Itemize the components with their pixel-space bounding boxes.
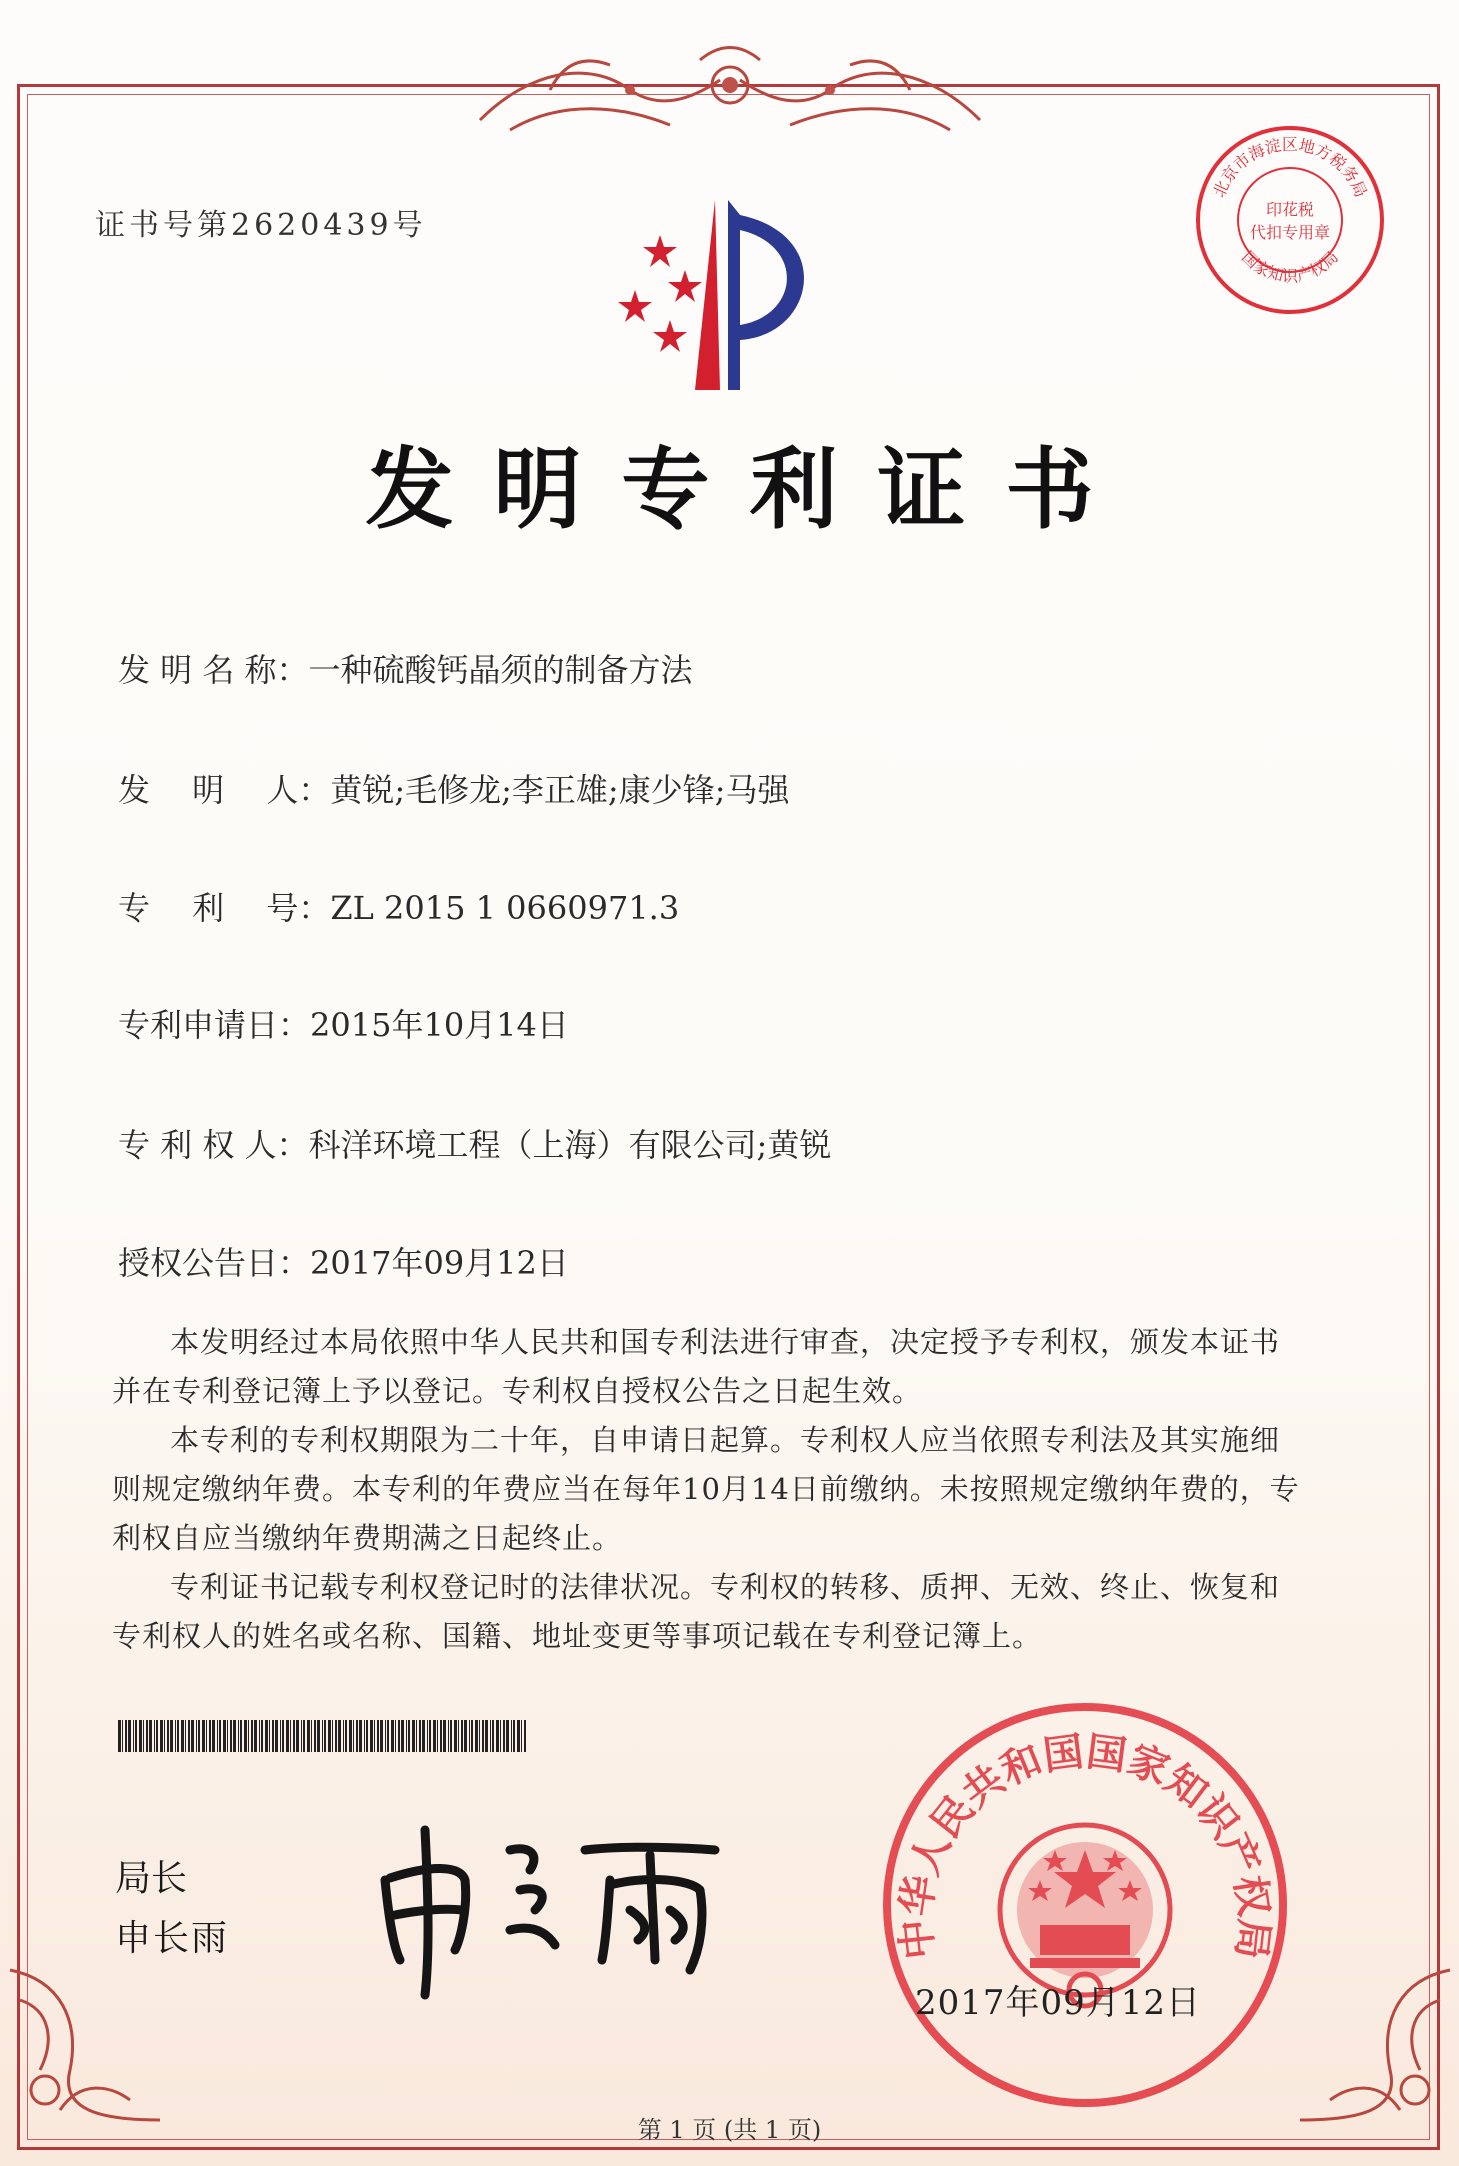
certificate-title: 发明专利证书: [365, 438, 1134, 541]
field-value: 黄锐;毛修龙;李正雄;康少锋;马强: [330, 771, 790, 809]
page-number: 第 1 页 (共 1 页): [637, 2116, 822, 2144]
field-label: 授权公告日：: [118, 1244, 311, 1282]
field-label: 发 明 名 称：: [118, 651, 309, 689]
field-patent-number: [118, 883, 679, 929]
svg-text:印花税: 印花税: [1265, 200, 1315, 219]
certificate-number: 证书号第2620439号: [95, 208, 427, 243]
field-grant-date: [118, 1238, 569, 1284]
svg-text:代扣专用章: 代扣专用章: [1249, 223, 1331, 242]
field-inventors: [118, 765, 790, 811]
field-label: 发 明 人：: [118, 771, 331, 809]
svg-text:中华人民共和国国家知识产权局: 中华人民共和国国家知识产权局: [892, 1728, 1278, 1962]
field-patentee: [118, 1120, 831, 1166]
official-seal-icon: [880, 1700, 1290, 2110]
paragraph-legal-status: 专利证书记载专利权登记时的法律状况。专利权的转移、质押、无效、终止、恢复和专利权人的姓名或名称、国籍、地址变更等事项记载在专利登记簿上。: [112, 1570, 1281, 1653]
svg-text:北京市海淀区地方税务局: 北京市海淀区地方税务局: [1209, 135, 1371, 201]
tax-stamp-seal-icon: [1190, 120, 1390, 320]
corner-ornament-icon: [1290, 1960, 1459, 2130]
field-value: 科洋环境工程（上海）有限公司;黄锐: [308, 1126, 832, 1164]
official-title: 局长: [115, 1858, 188, 1899]
field-value: ZL 2015 1 0660971.3: [330, 889, 680, 927]
field-value: 一种硫酸钙晶须的制备方法: [308, 651, 693, 689]
field-value: 2015年10月14日: [310, 1006, 569, 1044]
field-label: 专利申请日：: [118, 1006, 311, 1044]
patent-office-logo-icon: [600, 195, 840, 395]
barcode-icon: [118, 1720, 528, 1752]
field-label: 专 利 权 人：: [118, 1126, 309, 1164]
corner-ornament-icon: [0, 1960, 170, 2130]
signature-icon: [370, 1810, 730, 2000]
field-value: 2017年09月12日: [310, 1244, 569, 1282]
seal-date: 2017年09月12日: [915, 1983, 1202, 2023]
field-invention-name: [118, 645, 693, 691]
svg-text:国家知识产权局: 国家知识产权局: [1238, 247, 1342, 286]
official-name: 申长雨: [115, 1918, 230, 1959]
paragraph-registration: 本发明经过本局依照中华人民共和国专利法进行审查，决定授予专利权，颁发本证书并在专利登记簿上予以登记。专利权自授权公告之日起生效。: [112, 1325, 1281, 1408]
field-label: 专 利 号：: [118, 889, 331, 927]
top-ornament-icon: [470, 30, 990, 150]
field-application-date: [118, 1000, 569, 1046]
paragraph-term: 本专利的专利权期限为二十年，自申请日起算。专利权人应当依照专利法及其实施细则规定缴纳年费。本专利的年费应当在每年10月14日前缴纳。未按照规定缴纳年费的，专利权自应当缴纳年费期满之日起终止。: [112, 1423, 1300, 1555]
